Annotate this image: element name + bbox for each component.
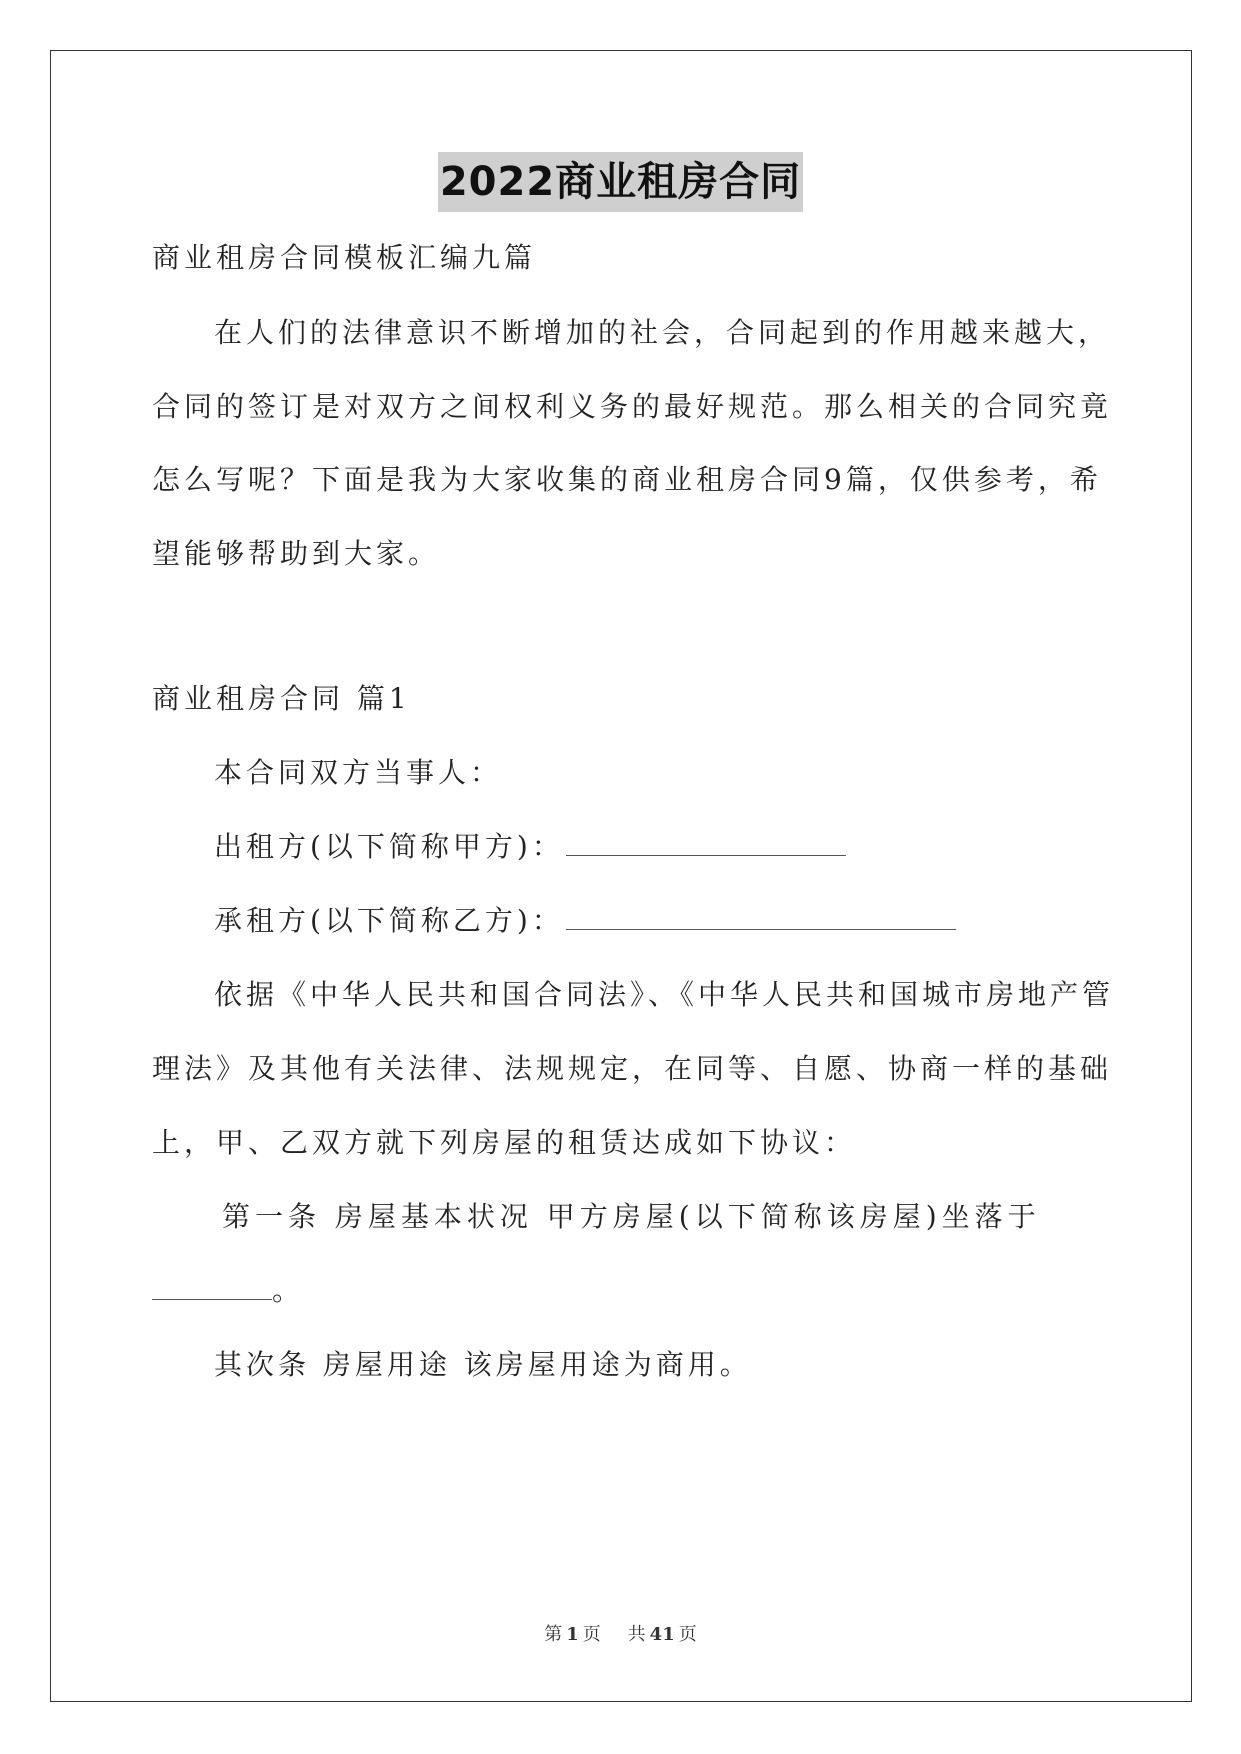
lessor-label: 出租方(以下简称甲方)：	[214, 830, 564, 863]
lessee-label: 承租方(以下简称乙方)：	[214, 904, 564, 937]
footer-total-suffix: 页	[678, 1624, 697, 1645]
title-container	[0, 152, 1241, 212]
intro-line-4: 望能够帮助到大家。	[152, 537, 441, 570]
document-subtitle: 商业租房合同模板汇编九篇	[152, 241, 537, 274]
footer-page-suffix: 页	[582, 1624, 601, 1645]
document-title: 2022商业租房合同	[438, 152, 803, 212]
footer-total-prefix: 共	[627, 1624, 646, 1645]
page-border	[50, 50, 1192, 1702]
lessee-line	[214, 903, 956, 939]
intro-line-3: 怎么写呢？下面是我为大家收集的商业租房合同9篇，仅供参考，希	[152, 463, 1102, 496]
intro-line-1: 在人们的法律意识不断增加的社会，合同起到的作用越来越大，	[214, 316, 1111, 349]
lessor-blank	[566, 833, 846, 856]
lessee-blank	[566, 907, 956, 930]
article-1-continuation	[152, 1273, 304, 1309]
lessor-line	[214, 829, 846, 865]
basis-line-3: 上，甲、乙双方就下列房屋的租赁达成如下协议：	[152, 1126, 857, 1159]
article-1-line: 第一条 房屋基本状况 甲方房屋(以下简称该房屋)坐落于	[222, 1200, 1041, 1233]
footer-page-prefix: 第	[544, 1624, 563, 1645]
article-2-line: 其次条 房屋用途 该房屋用途为商用。	[214, 1348, 752, 1381]
section-heading: 商业租房合同 篇1	[152, 682, 411, 715]
footer-page-number: 1	[566, 1624, 579, 1645]
page-footer	[0, 1620, 1241, 1646]
basis-line-1: 依据《中华人民共和国合同法》、《中华人民共和国城市房地产管	[214, 978, 1115, 1011]
footer-total-pages: 41	[649, 1624, 675, 1645]
location-blank	[152, 1277, 272, 1300]
parties-label: 本合同双方当事人：	[214, 756, 503, 789]
basis-line-2: 理法》及其他有关法律、法规规定，在同等、自愿、协商一样的基础	[152, 1052, 1113, 1085]
article-1-end: 。	[272, 1274, 305, 1307]
intro-line-2: 合同的签订是对双方之间权利义务的最好规范。那么相关的合同究竟	[152, 390, 1113, 423]
